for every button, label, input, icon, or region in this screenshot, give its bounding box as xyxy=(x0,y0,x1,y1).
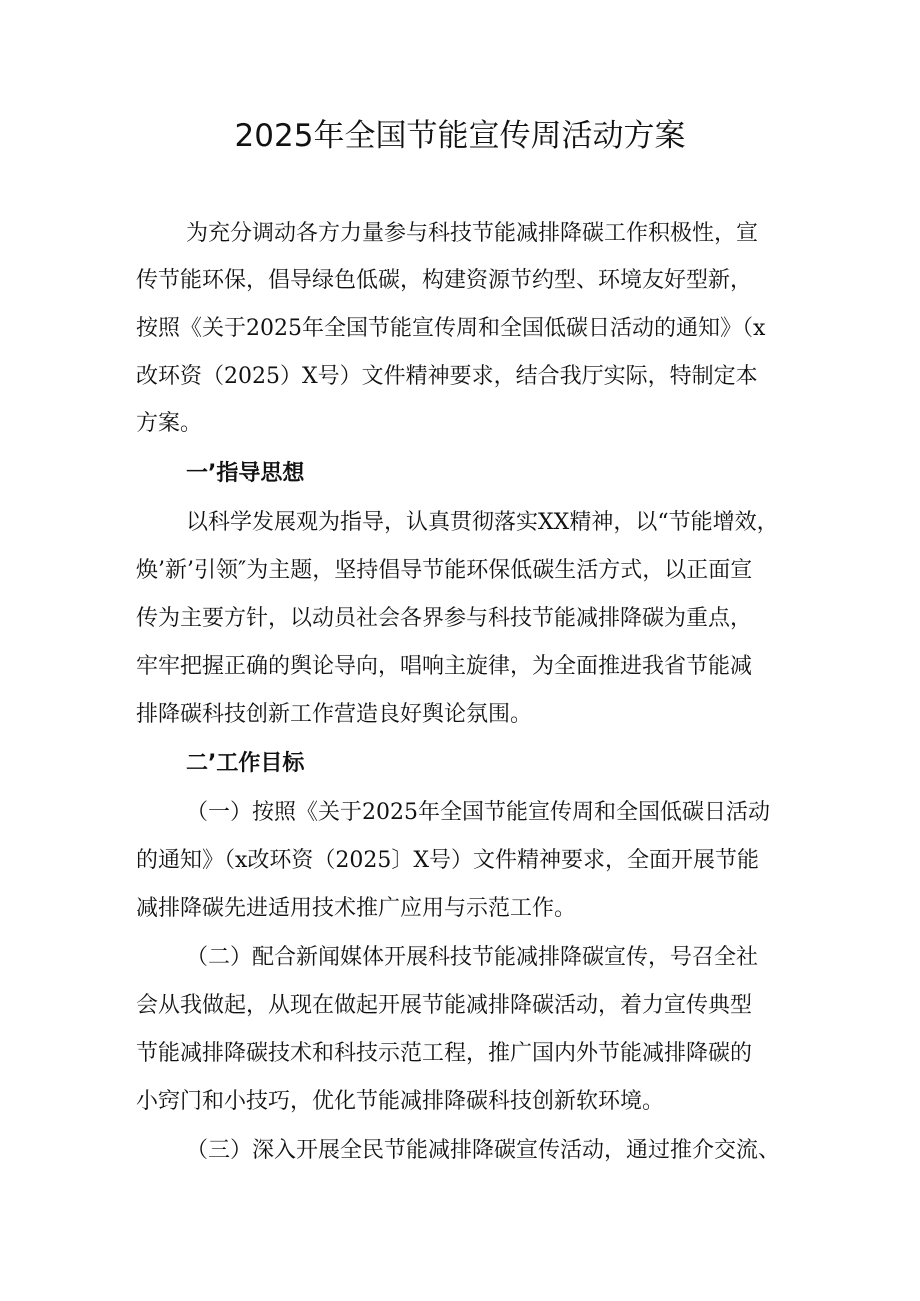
intro-line-1: 为充分调动各方力量参与科技节能减排降碳工作积极性，宣 xyxy=(186,221,759,246)
goal-item-2-line-4: 小窍门和小技巧，优化节能减排降碳科技创新软环境。 xyxy=(136,1089,665,1114)
document-title: 2025年全国节能宣传周活动方案 xyxy=(234,118,686,154)
section-heading-guiding-thought: 一’指导思想 xyxy=(186,461,305,486)
section1-line-2: 焕’新’引领″为主题，坚持倡导节能环保低碳生活方式，以正面宣 xyxy=(136,558,753,583)
goal-item-2-line-3: 节能减排降碳技术和科技示范工程，推广国内外节能减排降碳的 xyxy=(136,1041,753,1066)
goal-item-1-line-2: 的通知》（x改环资（2025〕X号）文件精神要求，全面开展节能 xyxy=(136,848,760,873)
intro-line-3: 按照《关于2025年全国节能宣传周和全国低碳日活动的通知》（x xyxy=(136,316,766,341)
intro-line-5: 方案。 xyxy=(136,411,203,436)
section1-line-4: 牢牢把握正确的舆论导向，唱响主旋律，为全面推进我省节能减 xyxy=(136,654,753,679)
section-heading-work-goals: 二’工作目标 xyxy=(186,751,305,776)
intro-line-2: 传节能环保，倡导绿色低碳，构建资源节约型、环境友好型新， xyxy=(136,268,753,293)
section1-line-5: 排降碳科技创新工作营造良好舆论氛围。 xyxy=(136,702,533,727)
goal-item-2-line-2: 会从我做起，从现在做起开展节能减排降碳活动，着力宣传典型 xyxy=(136,993,753,1018)
section1-line-3: 传为主要方针，以动员社会各界参与科技节能减排降碳为重点， xyxy=(136,606,753,631)
goal-item-2-line-1: （二）配合新闻媒体开展科技节能减排降碳宣传，号召全社 xyxy=(186,945,759,970)
goal-item-1-line-1: （一）按照《关于2025年全国节能宣传周和全国低碳日活动 xyxy=(186,800,770,825)
goal-item-3-line-1: （三）深入开展全民节能减排降碳宣传活动，通过推介交流、 xyxy=(186,1138,781,1163)
goal-item-1-line-3: 减排降碳先进适用技术推广应用与示范工作。 xyxy=(136,896,577,921)
intro-line-4: 改环资（2025）X号）文件精神要求，结合我厅实际，特制定本 xyxy=(136,364,758,389)
section1-line-1: 以科学发展观为指导，认真贯彻落实XX精神，以“节能增效， xyxy=(186,510,779,535)
